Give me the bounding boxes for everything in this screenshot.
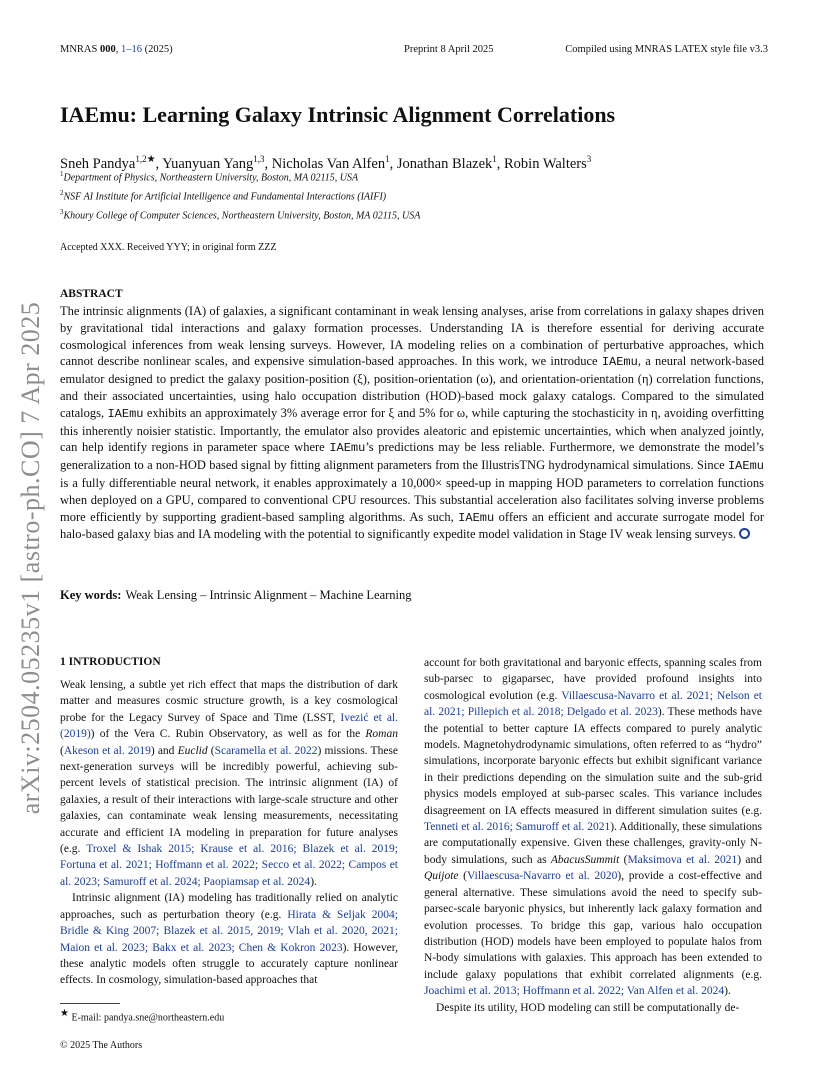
citation-link[interactable]: Villaescusa-Navarro et al. 2020 — [467, 870, 618, 883]
citation-link[interactable]: Scaramella et al. 2022 — [214, 744, 318, 757]
copyright: © 2025 The Authors — [60, 1040, 143, 1051]
paragraph: Despite its utility, HOD modeling can still be computationally de- — [436, 1001, 740, 1014]
author: Yuanyuan Yang$^{1,3}$ — [162, 154, 265, 172]
left-column — [60, 655, 398, 989]
paragraph: Intrinsic alignment (IA) modeling has traditionally relied on analytic approaches, such as perturbation theory (e.g. Hirata & Seljak 2004; Bridle & King 2007; Blazek et al. 2015, 2019; Vlah et al. 2020, 2021; Maion et al. 2023; Bakx et al. 2023; Chen & Kokron 2023). However, these analytic models often struggle to accurately capture nonlinear effects. In cosmology, simulation-based approaches that — [60, 892, 398, 987]
abstract-body: The intrinsic alignments (IA) of galaxies, a significant contaminant in weak lensing analyses, arise from correlations in galaxy shapes driven by gravitational tidal interactions and galaxy formation processes. Understanding IA is therefore essential for deriving accurate cosmological inferences from weak lensing surveys. However, IA modeling relies on a combination of perturbative approaches, which cannot describe nonlinear scales, and expensive simulation-based approaches. In this work, we introduce IAEmu, a neural network-based emulator designed to predict the galaxy position-position (ξ), position-orientation (ω), and orientation-orientation (η) correlation functions, and their associated uncertainties, using halo occupation distribution (HOD)-based mock galaxy catalogs. Compared to the simulated catalogs, IAEmu exhibits an approximately 3% average error for ξ and 5% for ω, while capturing the stochasticity in η, avoiding overfitting this inherently noisier statistic. Importantly, the emulator also provides aleatoric and epistemic uncertainties, which when analyzed jointly, can help identify regions in parameter space where IAEmu’s predictions may be less reliable. Furthermore, we demonstrate the model’s generalization to a non-HOD based signal by fitting alignment parameters from the IllustrisTNG hydrodynamical simulations. Since IAEmu is a fully differentiable neural network, it enables approximately a 10,000× speed-up in mapping HOD parameters to correlation functions when deployed on a GPU, compared to conventional CPU resources. This substantial acceleration also facilitates solving inverse problems more efficiently by supporting gradient-based sampling algorithms. As such, IAEmu offers an efficient and accurate surrogate model for halo-based galaxy bias and IA modeling with the potential to significantly expedite model validation in Stage IV weak lensing surveys. — [60, 304, 764, 542]
arxiv-identifier: arXiv:2504.05235v1 [astro-ph.CO] 7 Apr 2025 — [16, 301, 45, 815]
citation-links[interactable]: Villaescusa-Navarro et al. 2021; Nelson et al. 2021; Pillepich et al. 2018; Delgado et al. 2023 — [424, 689, 763, 719]
affiliation: $^1$Department of Physics, Northeastern University, Boston, MA 02115, USA — [60, 170, 359, 184]
author: Robin Walters$^3$ — [504, 154, 592, 172]
citation-link[interactable]: Akeson et al. 2019 — [63, 744, 151, 757]
citation-link[interactable]: Maksimova et al. 2021 — [627, 853, 738, 866]
acceptance-line: Accepted XXX. Received YYY; in original form ZZZ — [60, 242, 277, 253]
citation-links[interactable]: Troxel & Ishak 2015; Krause et al. 2016; Blazek et al. 2019; Fortuna et al. 2021; Hoffmann et al. 2022; Secco et al. 2022; Campos et al. 2023; Samuroff et al. 2024; Paopiamsap et al. 2024 — [60, 843, 398, 888]
right-column — [424, 655, 762, 1016]
paper-title: IAEmu: Learning Galaxy Intrinsic Alignment Correlations — [60, 102, 616, 127]
author: Sneh Pandya$^{1,2★}$ — [60, 154, 156, 172]
page-range-link[interactable]: 1–16 — [120, 44, 142, 55]
author: Jonathan Blazek$^1$ — [396, 154, 497, 172]
journal-citation: MNRAS 000, 1–16 (2025) — [60, 44, 173, 55]
paragraph: Weak lensing, a subtle yet rich effect that maps the distribution of dark matter and measures cosmic structure growth, is a key cosmological probe for the Legacy Survey of Space and Time (LSST, Ivezić et al. (2019)) of the Vera C. Rubin Observatory, as well as for the Roman (Akeson et al. 2019) and Euclid (Scaramella et al. 2022) missions. These next-generation surveys will be incredibly powerful, achieving sub-percent levels of statistical precision. The intrinsic alignment (IA) of galaxies, a result of their interactions with large-scale structure and other galaxies, can contaminate weak lensing measurements, necessitating accurate and efficient IA modeling in preparation for future analyses (e.g. Troxel & Ishak 2015; Krause et al. 2016; Blazek et al. 2019; Fortuna et al. 2021; Hoffmann et al. 2022; Secco et al. 2022; Campos et al. 2023; Samuroff et al. 2024; Paopiamsap et al. 2024). — [60, 679, 399, 888]
author-list: Sneh Pandya$^{1,2★}$, Yuanyuan Yang$^{1,3}$, Nicholas Van Alfen$^1$, Jonathan Blazek$^1$, Robin Walters$^3$ — [60, 154, 592, 172]
arxiv-sidebar — [4, 258, 58, 858]
author: Nicholas Van Alfen$^1$ — [271, 154, 390, 172]
keywords: Key words: Weak Lensing – Intrinsic Alignment – Machine Learning — [60, 588, 412, 602]
citation-links[interactable]: Joachimi et al. 2013; Hoffmann et al. 2022; Van Alfen et al. 2024 — [424, 985, 725, 998]
abstract-heading: ABSTRACT — [60, 288, 123, 300]
section-heading: 1 INTRODUCTION — [60, 656, 161, 668]
affiliation: $^2$NSF AI Institute for Artificial Intelligence and Fundamental Interactions (IAIFI) — [60, 188, 387, 203]
citation-links[interactable]: Hirata & Seljak 2004; Bridle & King 2007; Blazek et al. 2015, 2019; Vlah et al. 2020, 2021; Maion et al. 2023; Bakx et al. 2023; Chen & Kokron 2023 — [60, 908, 398, 954]
preprint-date: Preprint 8 April 2025 — [404, 44, 494, 55]
citation-link[interactable]: Ivezić et al. (2019) — [60, 711, 398, 741]
github-icon[interactable] — [739, 528, 750, 539]
running-header — [60, 44, 768, 58]
footnote: ★ E-mail: pandya.sne@northeastern.edu — [60, 1008, 225, 1024]
compiled-note: Compiled using MNRAS LATEX style file v3.3 — [565, 44, 768, 55]
footnote-rule — [60, 1003, 120, 1004]
affiliation-list — [60, 167, 768, 223]
paragraph: account for both gravitational and baryonic effects, spanning scales from sub-parsec to gigaparsec, have provided profound insights into cosmological evolution (e.g. Villaescusa-Navarro et al. 2021; Nelson et al. 2021; Pillepich et al. 2018; Delgado et al. 2023). These methods have the potential to better capture IA effects compared to purely analytic models. Magnetohydrodynamic simulations, often referred to as “hydro” simulations, incorporate baryonic effects but exhibit significant variance in their predictions depending on the simulation suite and the sub-grid physics models employed at sub-parsec scales. This variance includes disagreement on IA effects measured in different simulation suites (e.g. Tenneti et al. 2016; Samuroff et al. 2021). Additionally, these simulations are computationally expensive. Given these challenges, gravity-only N-body simulations, such as AbacusSummit (Maksimova et al. 2021) and Quijote (Villaescusa-Navarro et al. 2020), provide a cost-effective and general alternative. These simulations avoid the need to specify sub-parsec-scale baryonic physics, but inherently lack galaxy formation and evolution processes. To bridge this gap, various halo occupation distribution (HOD) models have been employed to populate halos from N-body simulations with galaxies. This approach has been extended to include galaxy populations that exhibit correlated alignments (e.g. Joachimi et al. 2013; Hoffmann et al. 2022; Van Alfen et al. 2024). — [424, 657, 763, 998]
citation-links[interactable]: Tenneti et al. 2016; Samuroff et al. 2021 — [424, 821, 611, 834]
affiliation: $^3$Khoury College of Computer Sciences, Northeastern University, Boston, MA 02115, USA — [60, 207, 421, 221]
